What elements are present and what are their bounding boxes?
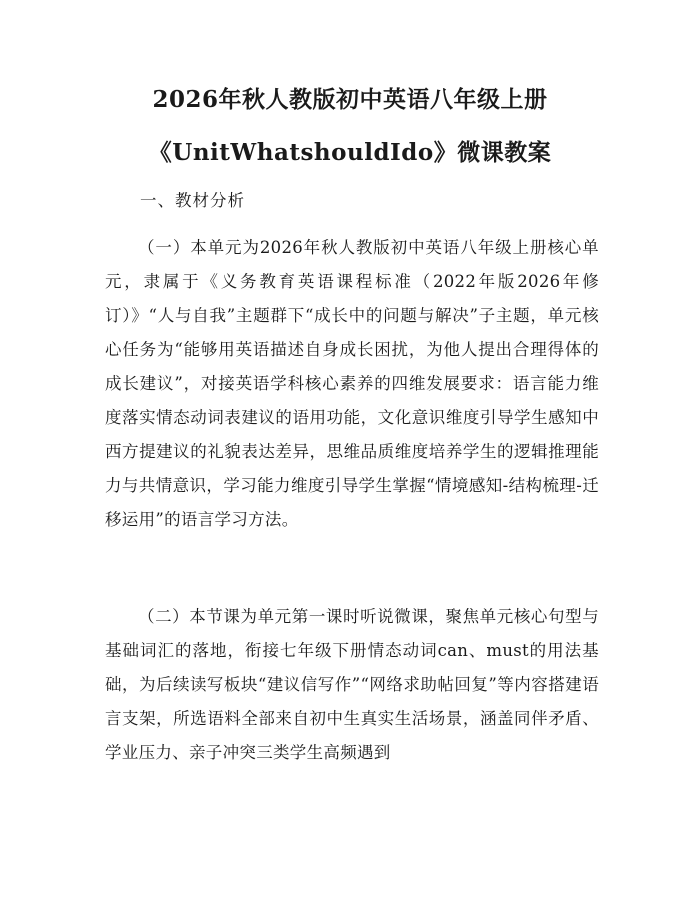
document-title-line2: 《UnitWhatshouldIdo》微课教案 — [148, 139, 552, 166]
paragraph-lesson-overview: （二）本节课为单元第一课时听说微课，聚焦单元核心句型与基础词汇的落地，衔接七年级下册情态动词can、must的用法基础，为后续读写板块“建议信写作”“网络求助帖回复”等内容搭建语言支架，所选语料全部来自初中生真实生活场景，涵盖同伴矛盾、学业压力、亲子冲突三类学生高频遇到 — [105, 607, 599, 762]
paragraph-unit-overview: （一）本单元为2026年秋人教版初中英语八年级上册核心单元，隶属于《义务教育英语课程标准（2022年版2026年修订）》“人与自我”主题群下“成长中的问题与解决”子主题，单元核心任务为“能够用英语描述自身成长困扰，为他人提出合理得体的成长建议”，对接英语学科核心素养的四维发展要求：语言能力维度落实情态动词表建议的语用功能，文化意识维度引导学生感知中西方提建议的礼貌表达差异，思维品质维度培养学生的逻辑推理能力与共情意识，学习能力维度引导学生掌握“情境感知-结构梳理-迁移运用”的语言学习方法。 — [105, 238, 599, 529]
section-heading-textbook-analysis: 一、教材分析 — [140, 191, 245, 210]
document-title-line1: 2026年秋人教版初中英语八年级上册 — [152, 86, 548, 113]
